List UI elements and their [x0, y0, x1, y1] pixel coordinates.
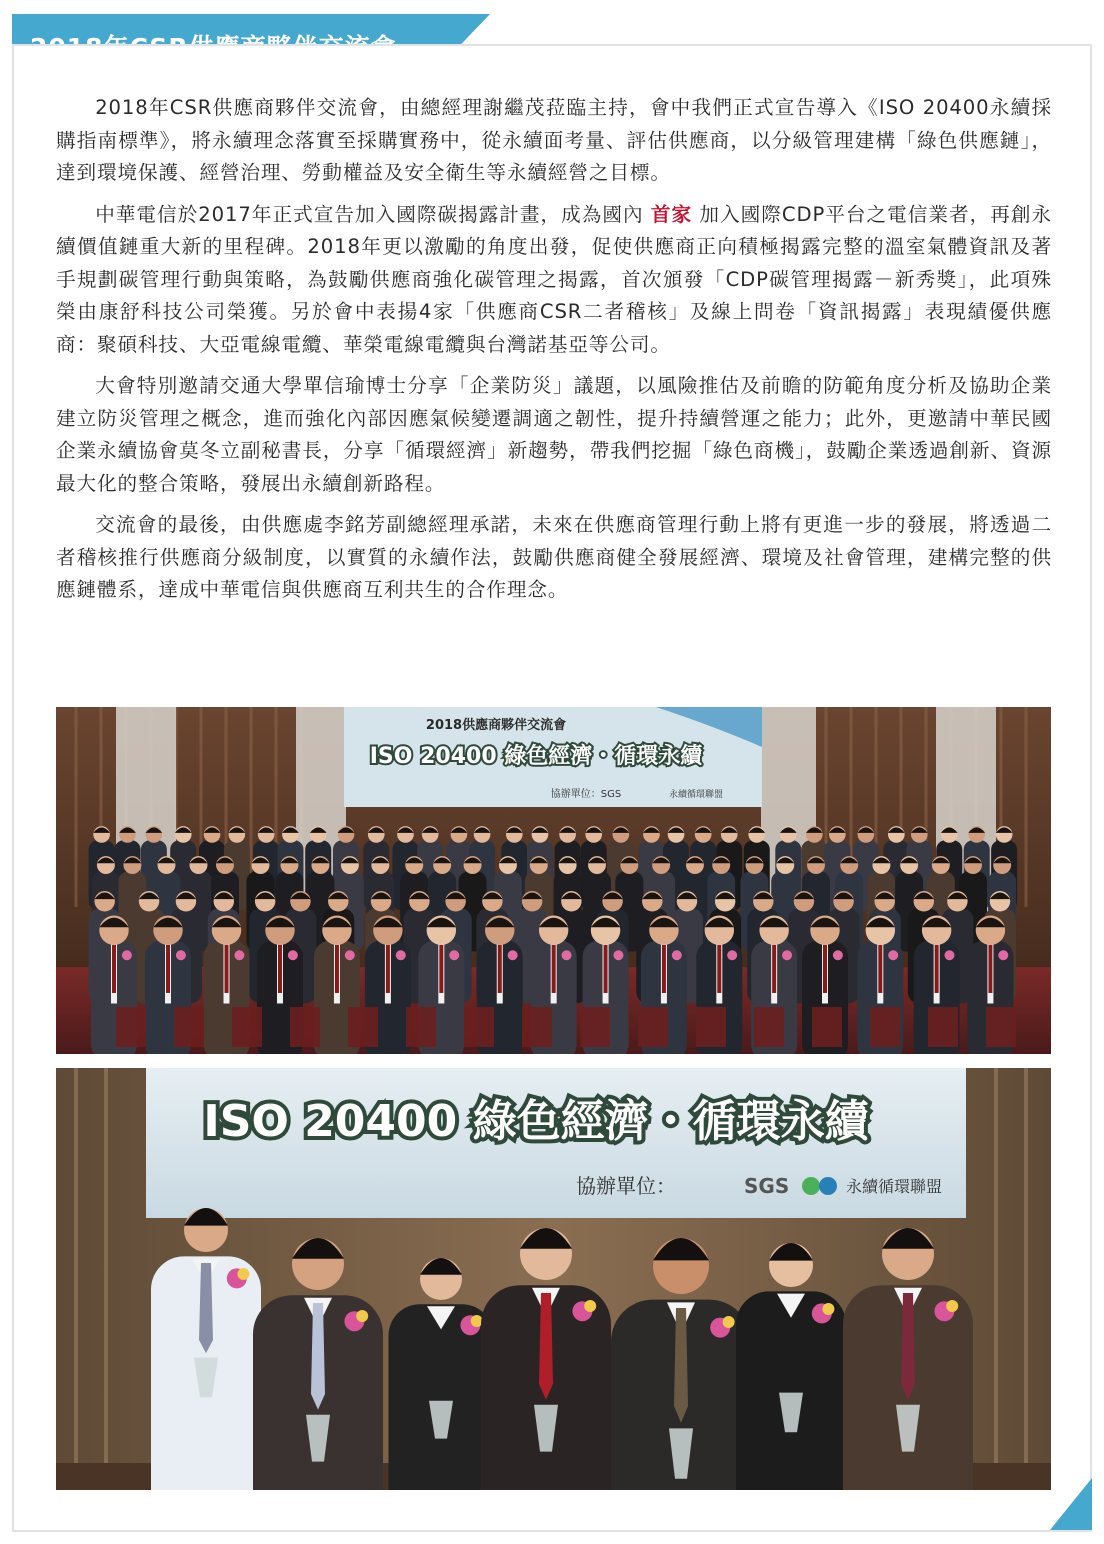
photo1-banner-partner: 永續循環聯盟 — [668, 790, 724, 800]
photo2-banner-sgs: SGS — [744, 1174, 790, 1198]
award-photo — [56, 1068, 1051, 1490]
article-body — [56, 92, 1052, 616]
photo2-banner-main: ISO 20400 綠色經濟・循環永續 — [203, 1096, 869, 1147]
photo1-banner-main: ISO 20400 綠色經濟・循環永續 — [369, 744, 703, 769]
paragraph-2-part-a: 中華電信於2017年正式宣告加入國際碳揭露計畫，成為國內 — [95, 202, 651, 226]
group-photo-scene — [56, 707, 1051, 1054]
partner-logo-icon — [802, 1177, 820, 1195]
paragraph-2 — [56, 199, 1052, 362]
photo1-banner-title: 2018供應商夥伴交流會 — [425, 718, 567, 733]
photo1-banner-coorg: 協辦單位：SGS — [550, 789, 622, 800]
crowd — [89, 826, 1018, 1054]
paragraph-2-part-b: 加入國際CDP平台之電信業者，再創永續價值鏈重大新的里程碑。2018年更以激勵的角度出發，促使供應商正向積極揭露完整的溫室氣體資訊及著手規劃碳管理行動與策略，為鼓勵供應商強化碳管理之揭露，首次頒發「CDP碳管理揭露－新秀獎」，此項殊榮由康舒科技公司榮獲。另於會中表揚4家「供應商CSR二者稽核」及線上問卷「資訊揭露」表現績優供應商：聚碩科技、大亞電線電纜、華榮電線電纜與台灣諾基亞等公司。 — [56, 202, 1052, 356]
photo2-banner-coorg: 協辦單位： — [576, 1174, 676, 1198]
photo2-banner-partner: 永續循環聯盟 — [846, 1177, 943, 1196]
award-photo-scene — [56, 1068, 1051, 1490]
paragraph-3: 大會特別邀請交通大學單信瑜博士分享「企業防災」議題，以風險推估及前瞻的防範角度分析及協助企業建立防災管理之概念，進而強化內部因應氣候變遷調適之韌性，提升持續營運之能力；此外，更邀請中華民國企業永續協會莫冬立副秘書長，分享「循環經濟」新趨勢，帶我們挖掘「綠色商機」，鼓勵企業透過創新、資源最大化的整合策略，發展出永續創新路程。 — [56, 374, 1052, 495]
paragraph-1: 2018年CSR供應商夥伴交流會，由總經理謝繼茂菈臨主持，會中我們正式宣告導入《ISO 20400永續採購指南標準》，將永續理念落實至採購實務中，從永續面考量、評估供應商，以分級管理建構「綠色供應鏈」，達到環境保護、經營治理、勞動權益及安全衛生等永續經營之目標。 — [56, 96, 1052, 184]
group-photo — [56, 707, 1051, 1054]
highlight-first: 首家 — [650, 202, 693, 226]
paragraph-4: 交流會的最後，由供應處李銘芳副總經理承諾，未來在供應商管理行動上將有更進一步的發展，將透過二者稽核推行供應商分級制度，以實質的永續作法，鼓勵供應商健全發展經濟、環境及社會管理，建構完整的供應鏈體系，達成中華電信與供應商互利共生的合作理念。 — [56, 513, 1052, 601]
